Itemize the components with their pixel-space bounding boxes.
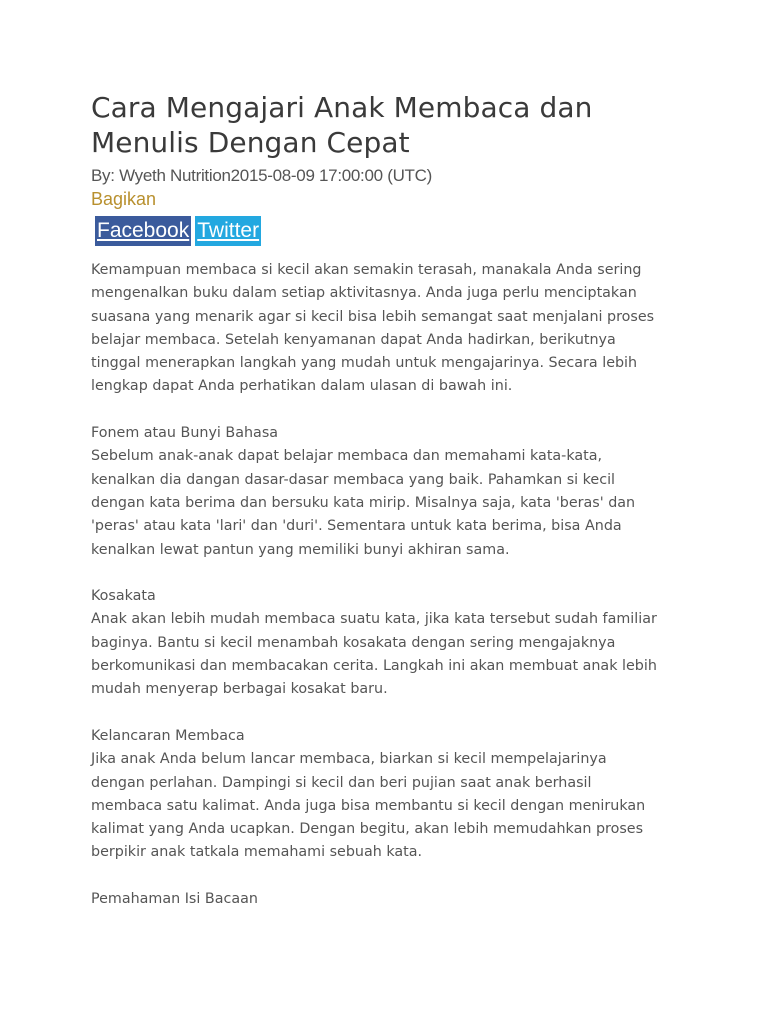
text-line: suasana yang menarik agar si kecil bisa lebih semangat saat menjalani proses bbox=[91, 308, 655, 325]
intro-paragraph bbox=[91, 259, 688, 399]
article-byline: By: Wyeth Nutrition2015-08-09 17:00:00 (UTC) bbox=[91, 166, 432, 185]
article-title-line-2: Menulis Dengan Cepat bbox=[91, 126, 410, 159]
text-line: 'peras' atau kata 'lari' dan 'duri'. Sementara untuk kata berima, bisa Anda bbox=[91, 518, 622, 535]
text-line: baginya. Bantu si kecil menambah kosakata dengan sering mengajaknya bbox=[91, 634, 616, 651]
paragraph-gap bbox=[91, 702, 688, 725]
section-kosakata bbox=[91, 585, 688, 701]
share-label: Bagikan bbox=[91, 189, 157, 209]
article-title-line-1: Cara Mengajari Anak Membaca dan bbox=[91, 91, 593, 124]
text-line: kenalkan lewat pantun yang memiliki bunyi akhiran sama. bbox=[91, 541, 510, 558]
paragraph-gap bbox=[91, 562, 688, 585]
facebook-share-button[interactable]: Facebook bbox=[95, 216, 191, 246]
text-line: dengan kata berima dan bersuku kata mirip. Misalnya saja, kata 'beras' dan bbox=[91, 494, 636, 511]
paragraph-gap bbox=[91, 399, 688, 422]
text-line: lengkap dapat Anda perhatikan dalam ulasan di bawah ini. bbox=[91, 378, 513, 395]
paragraph-gap bbox=[91, 865, 688, 888]
text-line: tinggal menerapkan langkah yang mudah untuk mengajarinya. Secara lebih bbox=[91, 355, 638, 372]
article-title bbox=[91, 90, 688, 160]
section-pemahaman bbox=[91, 888, 688, 911]
section-heading: Kosakata bbox=[91, 588, 156, 605]
text-line: belajar membaca. Setelah kenyamanan dapat Anda hadirkan, berikutnya bbox=[91, 331, 616, 348]
text-line: membaca satu kalimat. Anda juga bisa membantu si kecil dengan menirukan bbox=[91, 797, 646, 814]
section-fonem bbox=[91, 422, 688, 562]
section-heading: Fonem atau Bunyi Bahasa bbox=[91, 425, 279, 442]
text-line: dengan perlahan. Dampingi si kecil dan beri pujian saat anak berhasil bbox=[91, 774, 592, 791]
twitter-share-button[interactable]: Twitter bbox=[195, 216, 261, 246]
text-line: berpikir anak tatkala memahami sebuah kata. bbox=[91, 844, 423, 861]
section-heading: Pemahaman Isi Bacaan bbox=[91, 891, 258, 908]
text-line: kenalkan dia dangan dasar-dasar membaca yang baik. Pahamkan si kecil bbox=[91, 471, 616, 488]
text-line: Anak akan lebih mudah membaca suatu kata, jika kata tersebut sudah familiar bbox=[91, 611, 657, 628]
text-line: mengenalkan buku dalam setiap aktivitasnya. Anda juga perlu menciptakan bbox=[91, 285, 637, 302]
section-kelancaran bbox=[91, 725, 688, 865]
text-line: kalimat yang Anda ucapkan. Dengan begitu, akan lebih memudahkan proses bbox=[91, 821, 644, 838]
section-heading: Kelancaran Membaca bbox=[91, 727, 245, 744]
share-buttons bbox=[95, 216, 688, 246]
text-line: berkomunikasi dan membacakan cerita. Langkah ini akan membuat anak lebih bbox=[91, 658, 657, 675]
text-line: Sebelum anak-anak dapat belajar membaca dan memahami kata-kata, bbox=[91, 448, 603, 465]
text-line: Kemampuan membaca si kecil akan semakin terasah, manakala Anda sering bbox=[91, 262, 642, 278]
text-line: Jika anak Anda belum lancar membaca, biarkan si kecil mempelajarinya bbox=[91, 751, 607, 768]
text-line: mudah menyerap berbagai kosakat baru. bbox=[91, 681, 388, 698]
article-body bbox=[91, 259, 688, 911]
